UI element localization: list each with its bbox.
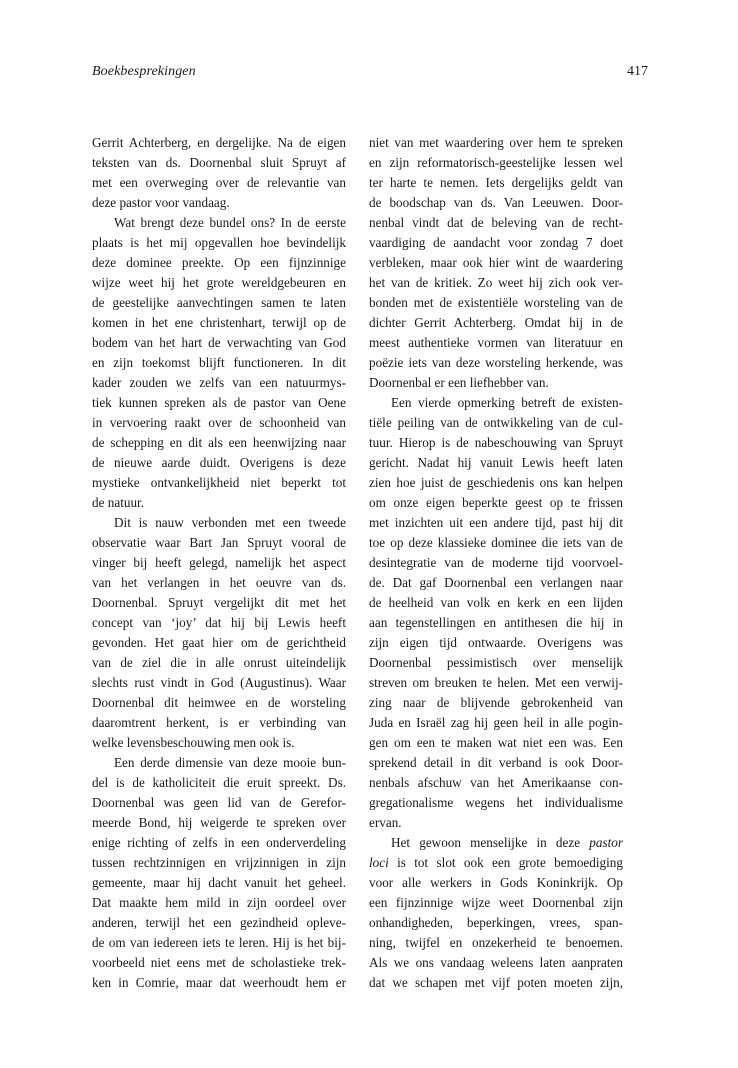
running-head: Boekbesprekingen — [92, 64, 196, 79]
text-line: van de ziel die in alle onrust uiteindelijk — [92, 655, 346, 670]
text-line: Doornenbal er een liefhebber van. — [369, 375, 549, 390]
text-line: Gerrit Achterberg, en dergelijke. Na de eigen — [92, 135, 346, 150]
text-line: Als we ons vandaag weleens laten aanpraten — [369, 955, 623, 970]
text-line: gericht. Nadat hij vanuit Lewis heeft laten — [369, 455, 623, 470]
text-line: sprekend detail in dit verband is ook Door- — [369, 755, 623, 770]
text-line: de natuur. — [92, 495, 145, 510]
text-line: een fijnzinnige wijze weet Doornenbal zijn — [369, 895, 623, 910]
text-line: Een derde dimensie van deze mooie bun- — [114, 755, 346, 770]
text-line: niet van met waardering over hem te spreken — [369, 135, 623, 150]
text-line: bodem van het hart de verwachting van God — [92, 335, 346, 350]
text-line: aan tegenstellingen en antithesen die hij in — [369, 615, 623, 630]
text-line: van het verlangen in het oeuvre van ds. — [92, 575, 346, 590]
text-line: toe op deze klassieke dominee die iets van de — [369, 535, 623, 550]
text-line: de heelheid van volk en kerk en een lijden — [369, 595, 623, 610]
text-line: de schepping en dit als een heenwijzing naar — [92, 435, 346, 450]
text-line: onhandigheden, beperkingen, vrees, span- — [369, 915, 623, 930]
text-line: tussen rechtzinnigen en vrijzinnigen in zijn — [92, 855, 346, 870]
italic-term: pastor — [589, 835, 623, 850]
text-line: plaats is het mij opgevallen hoe bevindelijk — [92, 235, 346, 250]
text-line: meest authentieke vormen van literatuur en — [369, 335, 623, 350]
text-line: Juda en Israël zag hij geen heil in alle pogin- — [369, 715, 623, 730]
text-line: Een vierde opmerking betreft de existen- — [391, 395, 623, 410]
text-fragment: Het gewoon menselijke in deze — [391, 835, 590, 850]
text-line: bonden met de existentiële worsteling van de — [369, 295, 623, 310]
text-line: meerde Bond, hij weigerde te spreken over — [92, 815, 346, 830]
text-line — [369, 853, 623, 873]
text-line: Dat maakte hem mild in zijn oordeel over — [92, 895, 346, 910]
right-text-column — [369, 133, 623, 993]
text-line: deze pastor voor vandaag. — [92, 195, 230, 210]
page-number: 417 — [627, 64, 648, 79]
text-line: de geestelijke aanvechtingen samen te laten — [92, 295, 346, 310]
text-line: tiële peiling van de ontwikkeling van de cul- — [369, 415, 623, 430]
text-line: met inzichten uit een andere tijd, past hij dit — [369, 515, 623, 530]
text-line: streven om breuken te helen. Met een verwij- — [369, 675, 623, 690]
text-line: gemeente, maar hij dacht vanuit het geheel. — [92, 875, 346, 890]
text-line: ervan. — [369, 815, 402, 830]
text-line: concept van ‘joy’ dat hij bij Lewis heeft — [92, 615, 346, 630]
text-line: ken in Comrie, maar dat weerhoudt hem er — [92, 975, 346, 990]
left-text-column — [92, 133, 346, 993]
text-line: en zijn reformatorisch-geestelijke lessen wel — [369, 155, 623, 170]
text-line: Doornenbal was geen lid van de Gerefor- — [92, 795, 346, 810]
text-line: tiek kunnen spreken als de pastor van Oene — [92, 395, 346, 410]
text-line: nenbals afschuw van het Amerikaanse con- — [369, 775, 623, 790]
text-line: slechts rust vindt in God (Augustinus). Waar — [92, 675, 346, 690]
text-line: nenbal vindt dat de beleving van de recht- — [369, 215, 623, 230]
text-line: deze dominee preekte. Op een fijnzinnige — [92, 255, 346, 270]
text-line: vinger bij heeft gelegd, namelijk het aspect — [92, 555, 346, 570]
text-line: desintegratie van de moderne tijd voorvoel- — [369, 555, 623, 570]
text-line: observatie waar Bart Jan Spruyt vooral de — [92, 535, 346, 550]
text-line: verbleken, maar ook hier wint de waardering — [369, 255, 623, 270]
text-line: dichter Gerrit Achterberg. Omdat hij in de — [369, 315, 623, 330]
text-line: gevonden. Het gaat hier om de gerichtheid — [92, 635, 346, 650]
text-fragment: is tot slot ook een grote bemoediging — [388, 855, 623, 870]
text-line: del is de katholiciteit die eruit spreekt. Ds. — [92, 775, 346, 790]
text-line: poëzie iets van deze worsteling herkende, was — [369, 355, 623, 370]
text-line: ning, twijfel en onzekerheid te benoemen. — [369, 935, 623, 950]
text-line: Doornenbal dit heimwee en de worsteling — [92, 695, 346, 710]
text-line: tuur. Hierop is de nabeschouwing van Spruyt — [369, 435, 623, 450]
text-line: dat we schapen met vijf poten moeten zijn, — [369, 975, 623, 990]
text-line: Wat brengt deze bundel ons? In de eerste — [114, 215, 346, 230]
text-line: zijn eigen tijd ontwaarde. Overigens was — [369, 635, 623, 650]
italic-term: loci — [369, 855, 389, 870]
text-line: ter harte te nemen. Iets dergelijks geldt van — [369, 175, 623, 190]
text-line: gen om een te maken wat niet een was. Een — [369, 735, 623, 750]
text-line: mystieke ontvankelijkheid niet beperkt tot — [92, 475, 346, 490]
text-line: gregationalisme wegens het individualisme — [369, 795, 623, 810]
text-line — [369, 833, 623, 853]
text-line: de nieuwe aarde duidt. Overigens is deze — [92, 455, 346, 470]
text-line: het van de kritiek. Zo weet hij zich ook ver- — [369, 275, 623, 290]
text-line: kader zouden we zelfs van een natuurmys- — [92, 375, 346, 390]
text-line: met een overweging over de relevantie van — [92, 175, 346, 190]
text-line: om onze eigen beperkte geest op te frissen — [369, 495, 623, 510]
text-line: welke levensbeschouwing men ook is. — [92, 735, 295, 750]
text-line: zing naar de blijvende gebrokenheid van — [369, 695, 623, 710]
text-line: teksten van ds. Doornenbal sluit Spruyt af — [92, 155, 346, 170]
text-line: Doornenbal pessimistisch over menselijk — [369, 655, 623, 670]
text-line: voor alle werkers in Gods Koninkrijk. Op — [369, 875, 623, 890]
text-line: anderen, terwijl het een gezindheid opleve- — [92, 915, 346, 930]
text-line: vaardiging de aandacht voor zondag 7 doet — [369, 235, 623, 250]
text-line: de boodschap van ds. Van Leeuwen. Door- — [369, 195, 623, 210]
text-line: zien hoe juist de geschiedenis ons kan helpen — [369, 475, 623, 490]
text-line: de om van iedereen iets te leren. Hij is het bij- — [92, 935, 346, 950]
text-line: Dit is nauw verbonden met een tweede — [114, 515, 346, 530]
text-line: en zijn toekomst blijft functioneren. In dit — [92, 355, 346, 370]
text-line: daaromtrent herkent, is er verbinding van — [92, 715, 346, 730]
text-line: voorbeeld niet eens met de scholastieke trek- — [92, 955, 346, 970]
text-line: wijze weet hij het grote wereldgebeuren en — [92, 275, 346, 290]
text-line: enige richting of zelfs in een onderverdeling — [92, 835, 346, 850]
text-line: de. Dat gaf Doornenbal een verlangen naar — [369, 575, 623, 590]
text-line: komen in het ene christenhart, terwijl op de — [92, 315, 346, 330]
text-line: in vervoering raakt over de schoonheid van — [92, 415, 346, 430]
text-line: Doornenbal. Spruyt vergelijkt dit met het — [92, 595, 346, 610]
